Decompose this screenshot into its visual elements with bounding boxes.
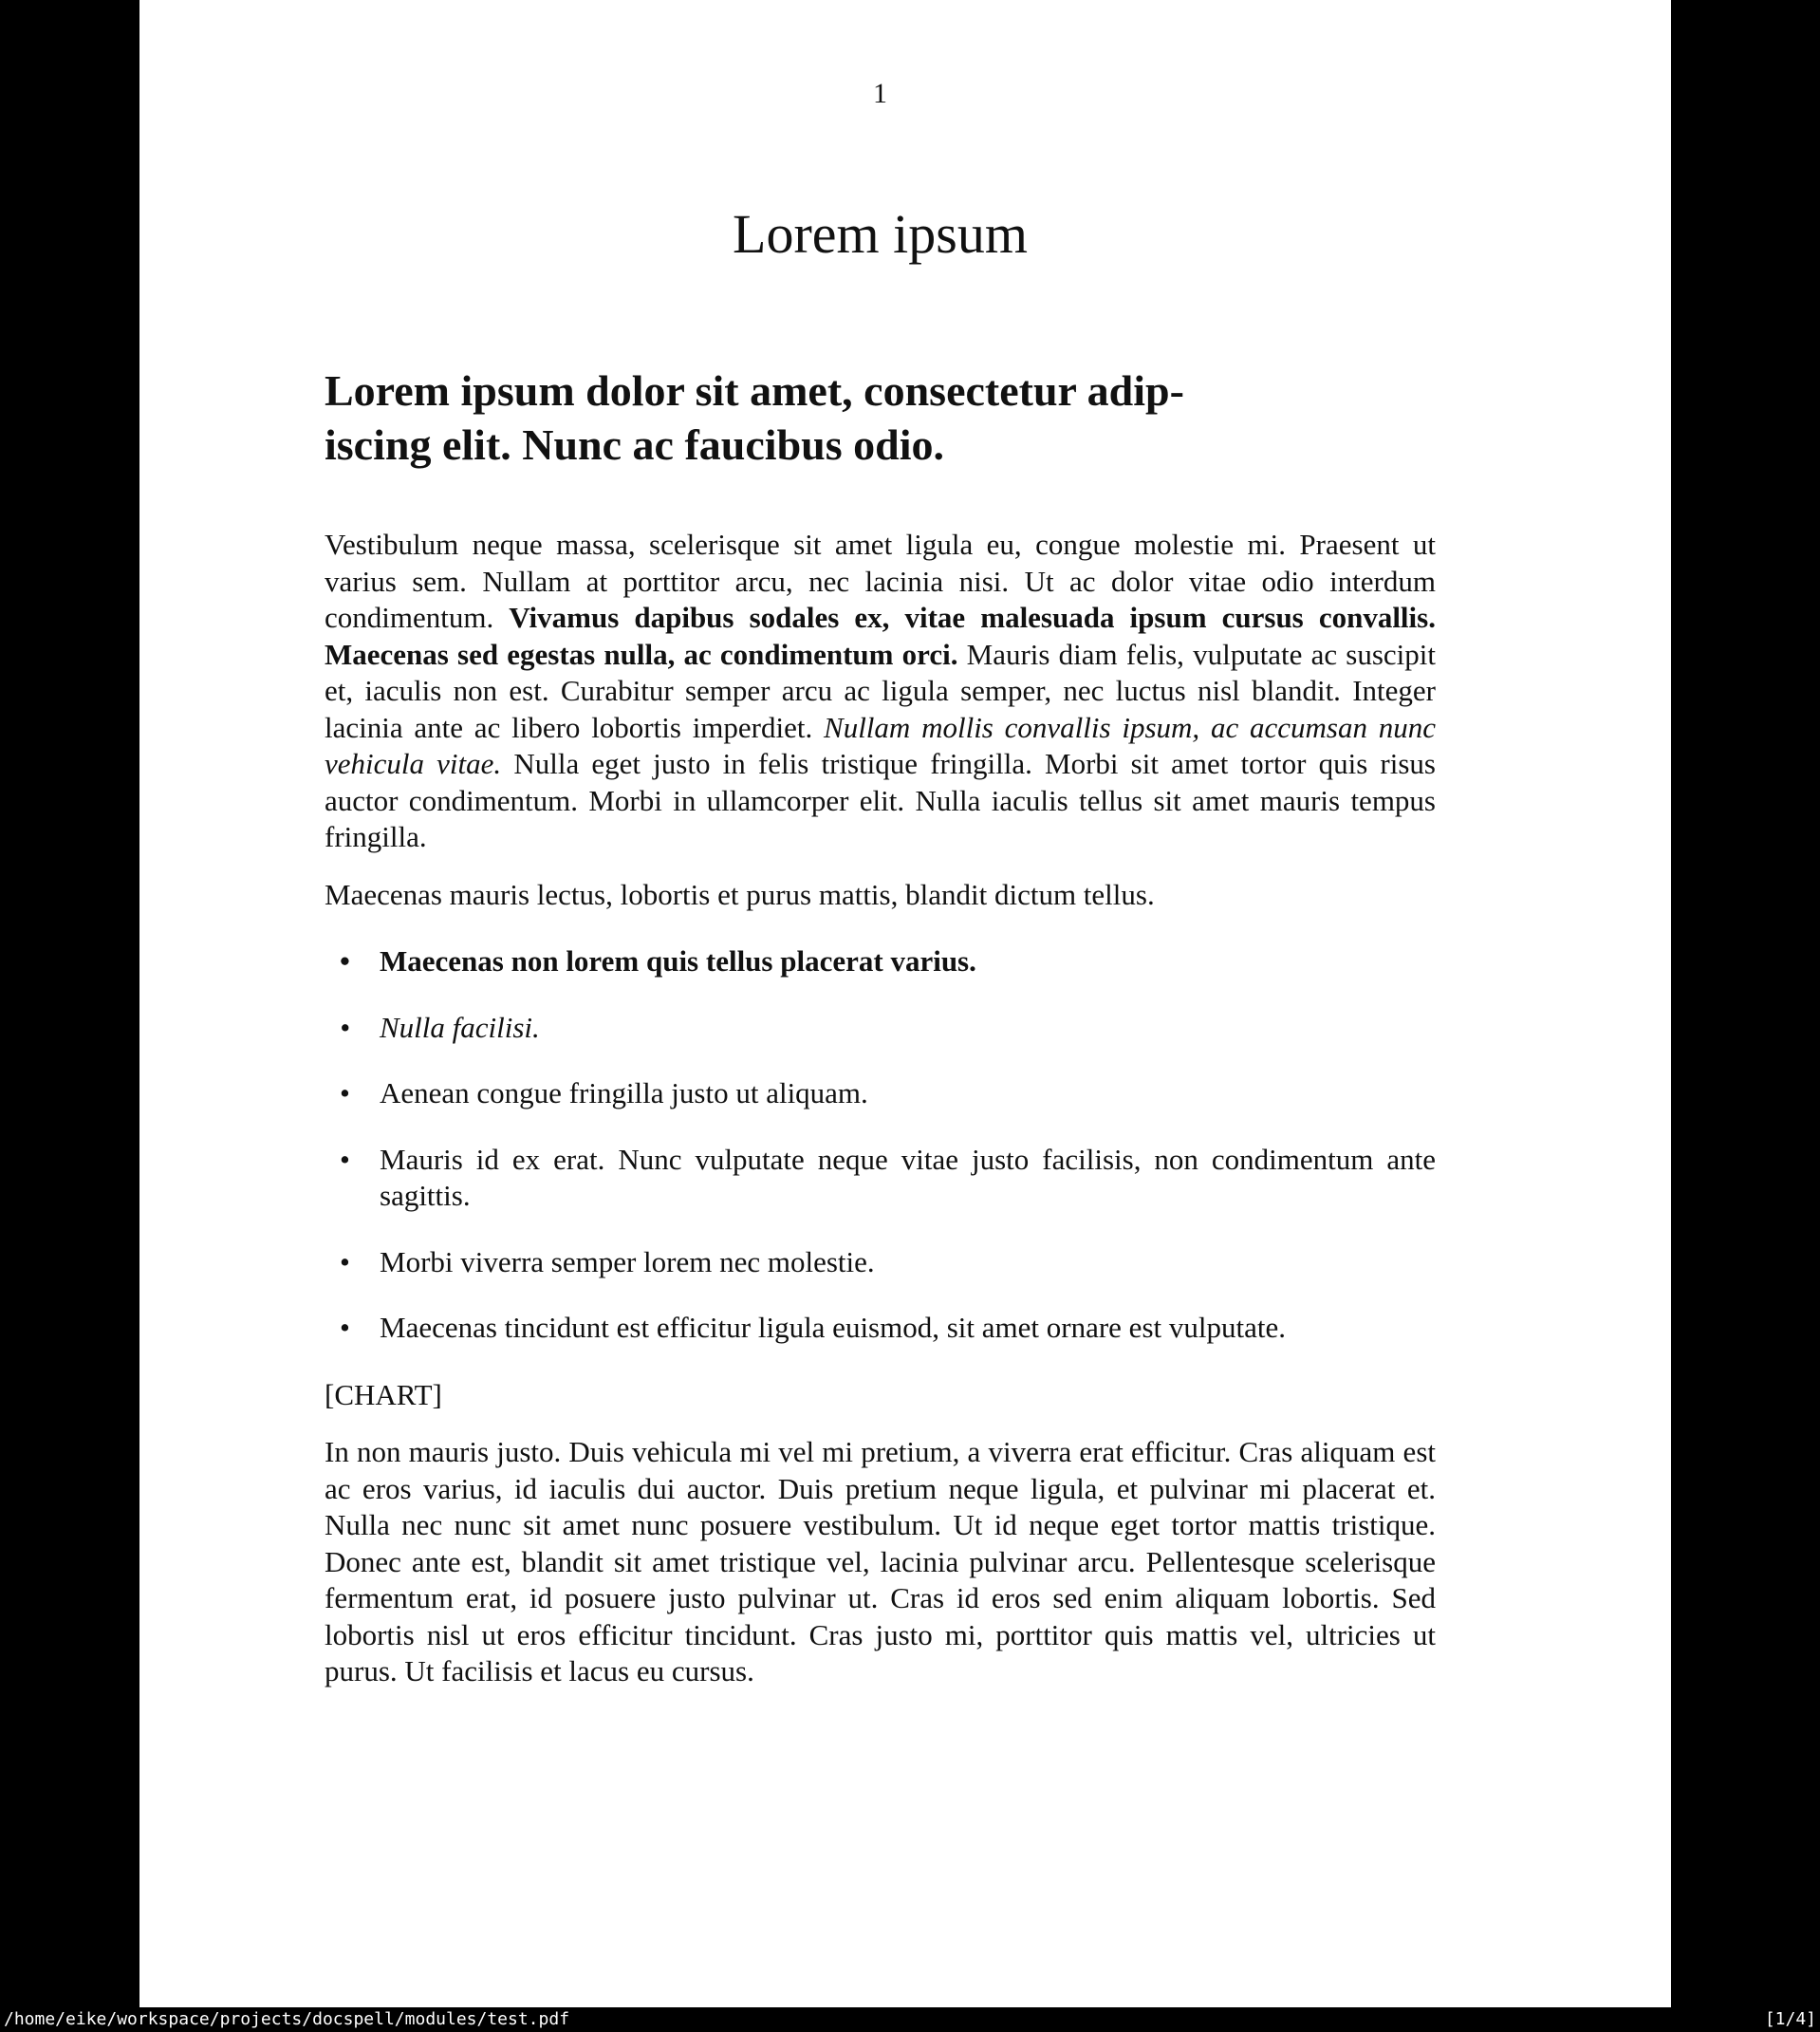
bullet-list — [325, 943, 1436, 1347]
statusbar — [0, 2007, 1820, 2032]
paragraph-3: In non mauris justo. Duis vehicula mi vel mi pretium, a viverra erat efficitur. Cras aliquam est ac eros varius, id iaculis dui auctor. Duis pretium neque ligula, et pulvinar mi placerat et. Nulla nec nunc sit amet nunc posuere vestibulum. Ut id neque eget tortor mattis tristique. Donec ante est, blandit sit amet tristique vel, lacinia pulvinar arcu. Pellentesque scelerisque fermentum erat, id posuere justo pulvinar ut. Cras id eros sed enim aliquam lobortis. Sed lobortis nisl ut eros efficitur tincidunt. Cras justo mi, porttitor quis mattis vel, ultricies ut purus. Ut facilisis et lacus eu cursus. — [325, 1435, 1436, 1687]
list-item: • Morbi viverra semper lorem nec molestie. — [325, 1244, 1436, 1281]
paragraph-1-text-3: Nulla eget justo in felis tristique fringilla. Morbi sit amet tortor quis risus auctor condimentum. Morbi in ullamcorper elit. Nulla iaculis tellus sit amet mauris tempus fringilla. — [325, 747, 1436, 853]
paragraph-1-italic-text: Nullam mollis convallis ipsum, ac accumsan nunc vehicula vitae. — [325, 710, 1436, 780]
document-title: Lorem ipsum — [733, 203, 1028, 265]
list-item: • Mauris id ex erat. Nunc vulputate neque vitae justo facilisis, non condimentum ante sagittis. — [325, 1142, 1436, 1215]
paragraph-1-bold-text: Vivamus dapibus sodales ex, vitae malesuada ipsum cursus convallis. Maecenas sed egestas nulla, ac condimentum orci. — [325, 601, 1436, 671]
statusbar-file-path: /home/eike/workspace/projects/docspell/modules/test.pdf — [4, 2009, 570, 2029]
paragraph-1-text-2: Mauris diam felis, vulputate ac suscipit et, iaculis non est. Curabitur semper arcu ac ligula semper, nec luctus nisl blandit. Integer lacinia ante ac libero lobortis imperdiet. — [325, 637, 1437, 744]
section-heading-line-2: iscing elit. Nunc ac faucibus odio. — [325, 420, 945, 469]
statusbar-page-indicator: [1/4] — [1764, 2009, 1816, 2029]
list-item: • Maecenas tincidunt est efficitur ligula euismod, sit amet ornare est vulputate. — [325, 1310, 1436, 1347]
page-number: 1 — [873, 78, 887, 109]
chart-placeholder: [CHART] — [325, 1377, 442, 1411]
paragraph-1 — [325, 527, 1436, 856]
list-item: • Nulla facilisi. — [325, 1010, 1436, 1047]
list-item: • Aenean congue fringilla justo ut aliquam. — [325, 1075, 1436, 1112]
page-content — [139, 79, 1671, 1690]
paragraph-1-text: Vestibulum neque massa, scelerisque sit amet ligula eu, congue molestie mi. Praesent ut varius sem. Nullam at porttitor arcu, nec lacinia nisi. Ut ac dolor vitae odio interdum condimentum. — [325, 528, 1436, 634]
section-heading-line-1: Lorem ipsum dolor sit amet, consectetur adip- — [325, 366, 1184, 415]
section-heading — [325, 364, 1436, 472]
pdf-page[interactable] — [139, 0, 1671, 2007]
paragraph-2: Maecenas mauris lectus, lobortis et purus mattis, blandit dictum tellus. — [325, 877, 1155, 911]
list-item: • Maecenas non lorem quis tellus placerat varius. — [325, 943, 1436, 980]
